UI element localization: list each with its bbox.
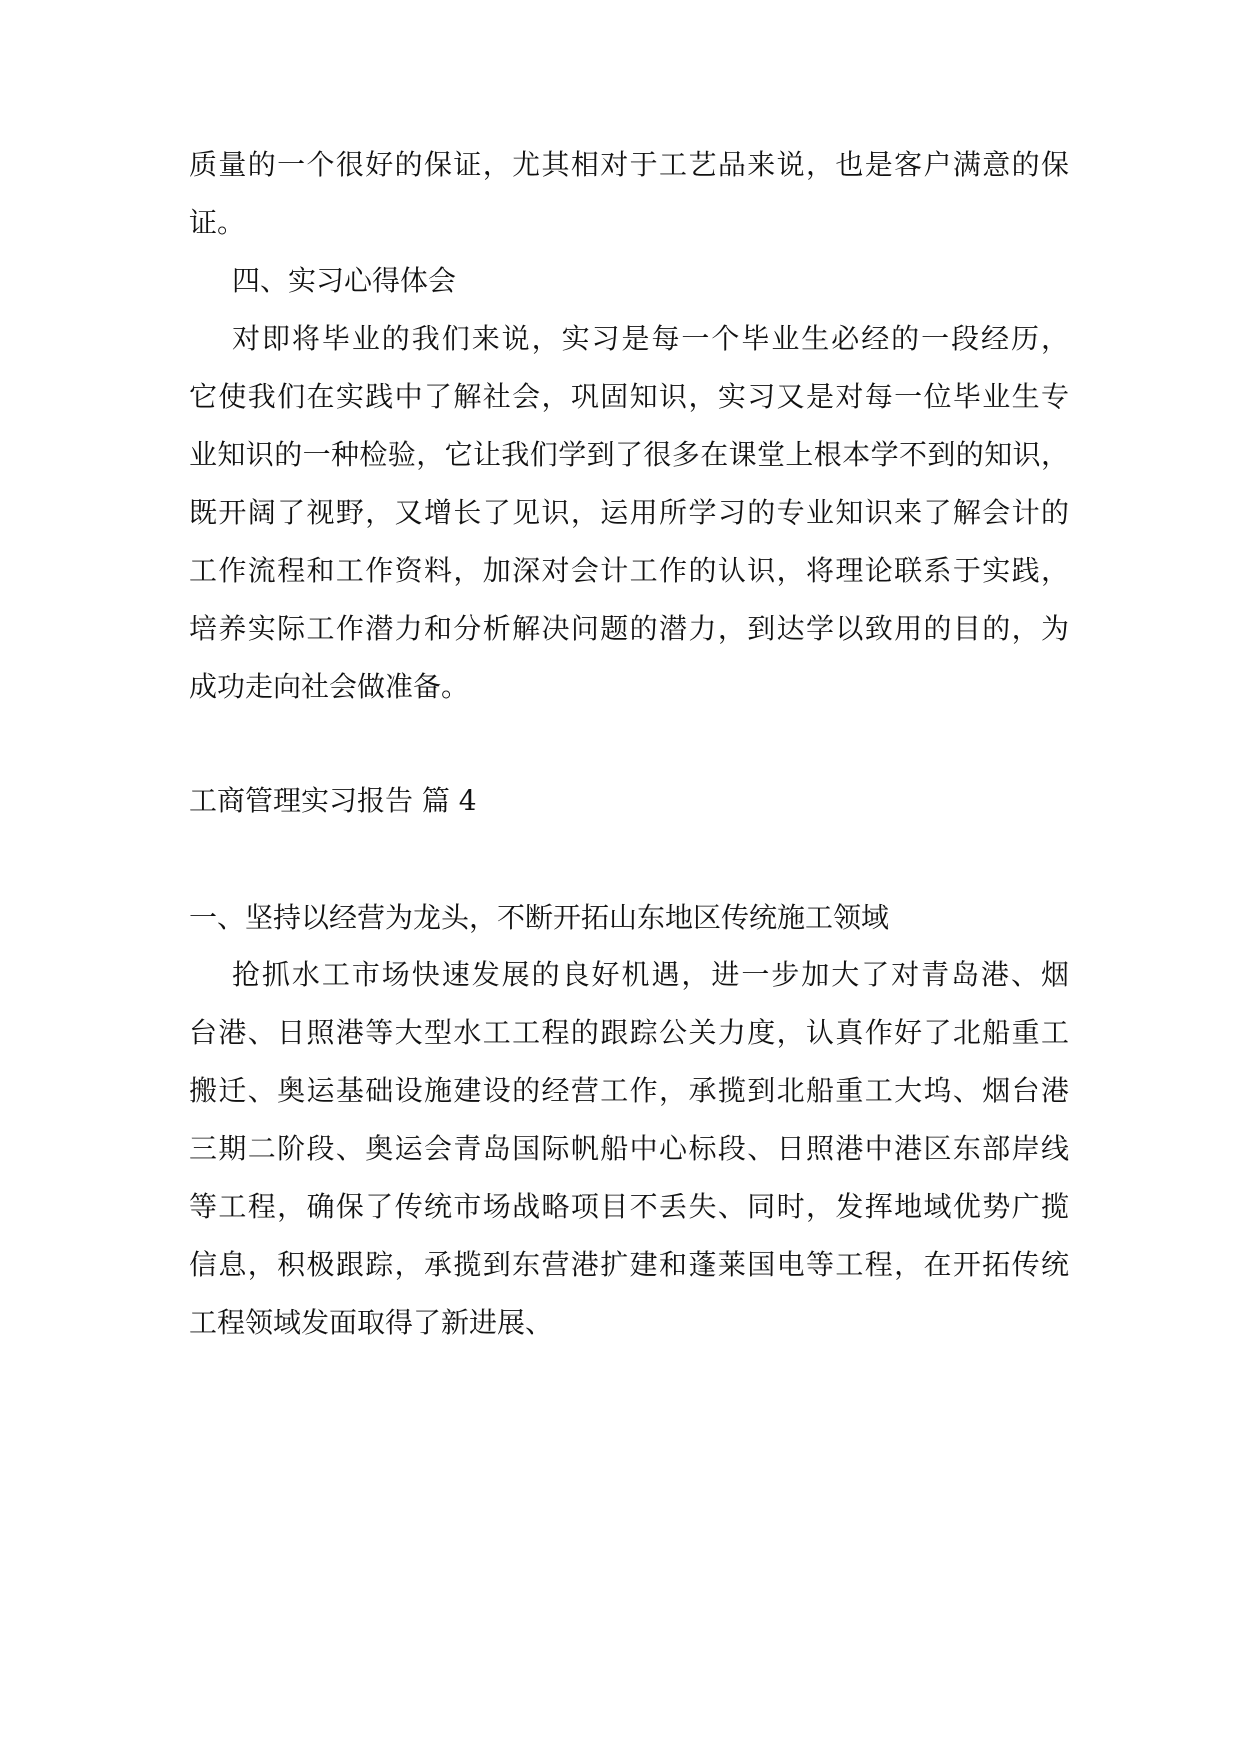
paragraph-line: 信息，积极跟踪，承揽到东营港扩建和蓬莱国电等工程，在开拓传统 xyxy=(189,1248,1069,1281)
paragraph-line: 证。 xyxy=(189,206,246,239)
section-heading: 四、实习心得体会 xyxy=(232,264,457,297)
paragraph-line: 抢抓水工市场快速发展的良好机遇，进一步加大了对青岛港、烟 xyxy=(232,958,1069,991)
report-title: 工商管理实习报告 篇 4 xyxy=(189,784,477,817)
paragraph-line: 质量的一个很好的保证，尤其相对于工艺品来说，也是客户满意的保 xyxy=(189,148,1069,181)
paragraph-line: 业知识的一种检验，它让我们学到了很多在课堂上根本学不到的知识， xyxy=(189,438,1069,471)
paragraph-line: 成功走向社会做准备。 xyxy=(189,670,470,703)
paragraph-line: 工作流程和工作资料，加深对会计工作的认识，将理论联系于实践， xyxy=(189,554,1069,587)
paragraph-line: 它使我们在实践中了解社会，巩固知识，实习又是对每一位毕业生专 xyxy=(189,380,1069,413)
paragraph-line: 搬迁、奥运基础设施建设的经营工作，承揽到北船重工大坞、烟台港 xyxy=(189,1074,1069,1107)
paragraph-line: 既开阔了视野，又增长了见识，运用所学习的专业知识来了解会计的 xyxy=(189,496,1069,529)
paragraph-line: 对即将毕业的我们来说，实习是每一个毕业生必经的一段经历， xyxy=(232,322,1069,355)
paragraph-line: 工程领域发面取得了新进展、 xyxy=(189,1306,554,1339)
paragraph-line: 台港、日照港等大型水工工程的跟踪公关力度，认真作好了北船重工 xyxy=(189,1016,1069,1049)
paragraph-line: 等工程，确保了传统市场战略项目不丢失、同时，发挥地域优势广揽 xyxy=(189,1190,1069,1223)
section-heading: 一、坚持以经营为龙头，不断开拓山东地区传统施工领域 xyxy=(189,901,890,934)
paragraph-line: 三期二阶段、奥运会青岛国际帆船中心标段、日照港中港区东部岸线 xyxy=(189,1132,1069,1165)
paragraph-line: 培养实际工作潜力和分析解决问题的潜力，到达学以致用的目的，为 xyxy=(189,612,1069,645)
